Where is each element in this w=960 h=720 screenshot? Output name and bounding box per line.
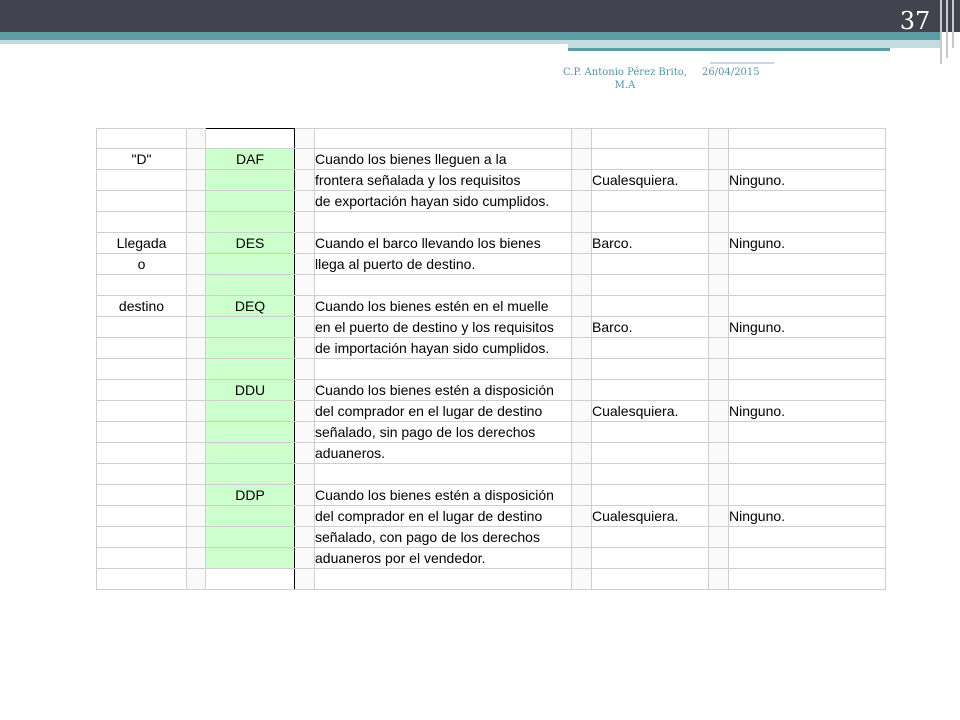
table-cell (572, 149, 592, 170)
table-cell: de exportación hayan sido cumplidos. (315, 191, 572, 212)
footer-author-line1: C.P. Antonio Pérez Brito, (563, 67, 687, 78)
table-row (97, 527, 886, 548)
table-cell: Cualesquiera. (592, 401, 709, 422)
table-cell: de importación hayan sido cumplidos. (315, 338, 572, 359)
table-cell (729, 129, 886, 149)
table-cell (572, 569, 592, 590)
table-cell (97, 443, 187, 464)
page-number: 37 (899, 7, 931, 35)
table-cell (97, 170, 187, 191)
table-cell (187, 359, 206, 380)
table-row (97, 464, 886, 485)
table-cell (572, 422, 592, 443)
table-row (97, 422, 886, 443)
table-row (97, 275, 886, 296)
table-cell (295, 380, 315, 401)
table-row (97, 485, 886, 506)
table-row (97, 359, 886, 380)
table-cell (572, 506, 592, 527)
table-cell (592, 149, 709, 170)
table-cell (295, 443, 315, 464)
table-cell (206, 275, 295, 296)
table-cell (97, 317, 187, 338)
table-cell (592, 254, 709, 275)
table-cell (592, 485, 709, 506)
table-row (97, 548, 886, 569)
table-cell (187, 254, 206, 275)
table-cell (97, 129, 187, 149)
table-cell (315, 464, 572, 485)
table-row (97, 401, 886, 422)
table-cell (187, 569, 206, 590)
table-cell (592, 191, 709, 212)
table-cell (592, 359, 709, 380)
table-cell: del comprador en el lugar de destino (315, 506, 572, 527)
table-cell: DDU (206, 380, 295, 401)
table-cell (97, 422, 187, 443)
decorative-vertical-line (940, 0, 942, 64)
table-cell (572, 191, 592, 212)
table-cell: Barco. (592, 317, 709, 338)
decorative-vertical-line (946, 0, 948, 58)
table-cell (295, 254, 315, 275)
table-cell (187, 506, 206, 527)
table-cell: en el puerto de destino y los requisitos (315, 317, 572, 338)
table-cell (97, 464, 187, 485)
header-accent-stripe-right (568, 48, 890, 51)
table-cell (206, 548, 295, 569)
table-cell: DDP (206, 485, 295, 506)
table-cell (709, 527, 729, 548)
table-cell (709, 506, 729, 527)
table-row (97, 254, 886, 275)
table-cell (315, 569, 572, 590)
table-cell: DEQ (206, 296, 295, 317)
table-cell: aduaneros. (315, 443, 572, 464)
table-cell (592, 338, 709, 359)
table-row (97, 191, 886, 212)
table-cell: DAF (206, 149, 295, 170)
table-cell (709, 296, 729, 317)
table-cell: Ninguno. (729, 506, 886, 527)
table-cell: o (97, 254, 187, 275)
table-cell: Cuando los bienes lleguen a la (315, 149, 572, 170)
table-cell (295, 275, 315, 296)
table-cell (729, 191, 886, 212)
table-cell (592, 548, 709, 569)
table-cell: aduaneros por el vendedor. (315, 548, 572, 569)
table-cell: Ninguno. (729, 233, 886, 254)
table-cell (97, 359, 187, 380)
table-cell (709, 401, 729, 422)
table-cell (187, 275, 206, 296)
table-cell (187, 296, 206, 317)
table-cell (709, 254, 729, 275)
table-cell (97, 338, 187, 359)
table-cell (187, 191, 206, 212)
table-cell (572, 485, 592, 506)
table-cell (206, 443, 295, 464)
table-cell (295, 569, 315, 590)
table-cell (592, 380, 709, 401)
table-cell (295, 401, 315, 422)
table-cell (187, 129, 206, 149)
table-cell (295, 338, 315, 359)
table-row (97, 506, 886, 527)
table-cell (592, 212, 709, 233)
table-cell (729, 527, 886, 548)
table-cell (206, 506, 295, 527)
table-cell (295, 422, 315, 443)
table-cell: Cuando el barco llevando los bienes (315, 233, 572, 254)
table-cell (295, 464, 315, 485)
table-cell (709, 380, 729, 401)
table-cell (572, 380, 592, 401)
table-cell (592, 569, 709, 590)
table-cell (295, 296, 315, 317)
table-cell: Cuando los bienes estén a disposición (315, 485, 572, 506)
table-cell (572, 296, 592, 317)
table-cell (709, 359, 729, 380)
table-cell (572, 527, 592, 548)
table-cell (206, 170, 295, 191)
table-row (97, 443, 886, 464)
table-cell (206, 527, 295, 548)
table-cell (97, 380, 187, 401)
table-cell (295, 317, 315, 338)
table-cell (572, 170, 592, 191)
table-cell (729, 212, 886, 233)
table-cell (295, 170, 315, 191)
table-row (97, 380, 886, 401)
table-row (97, 338, 886, 359)
table-cell (97, 485, 187, 506)
table-cell: destino (97, 296, 187, 317)
table-cell (206, 338, 295, 359)
table-cell (729, 548, 886, 569)
table-cell: Cualesquiera. (592, 506, 709, 527)
table-cell (206, 212, 295, 233)
table-cell (709, 569, 729, 590)
table-cell (592, 422, 709, 443)
table-cell (572, 401, 592, 422)
table-cell (187, 380, 206, 401)
table-cell (572, 275, 592, 296)
table-cell (295, 233, 315, 254)
table-cell (206, 422, 295, 443)
table-cell (187, 422, 206, 443)
table-cell (709, 338, 729, 359)
table-cell (729, 464, 886, 485)
table-cell (709, 317, 729, 338)
table-cell (709, 485, 729, 506)
table-row (97, 233, 886, 254)
incoterms-d-table (96, 128, 886, 590)
table-body (97, 129, 886, 590)
table-cell (729, 380, 886, 401)
table-cell (97, 527, 187, 548)
table-cell: del comprador en el lugar de destino (315, 401, 572, 422)
table-cell: llega al puerto de destino. (315, 254, 572, 275)
table-cell (729, 485, 886, 506)
table-cell (729, 296, 886, 317)
table-cell (187, 170, 206, 191)
table-cell (206, 401, 295, 422)
table-cell (572, 443, 592, 464)
table-cell (729, 443, 886, 464)
table-cell (187, 464, 206, 485)
table-cell (97, 401, 187, 422)
table-cell (315, 212, 572, 233)
table-cell (97, 275, 187, 296)
table-cell (709, 464, 729, 485)
table-cell (187, 317, 206, 338)
table-cell (709, 422, 729, 443)
table-cell (572, 233, 592, 254)
table-cell (206, 129, 295, 149)
table-cell (592, 443, 709, 464)
table-row (97, 296, 886, 317)
table-cell (295, 548, 315, 569)
table-cell (295, 191, 315, 212)
table-cell (729, 359, 886, 380)
table-cell (709, 170, 729, 191)
table-cell (97, 569, 187, 590)
table-cell (187, 212, 206, 233)
table-cell (572, 359, 592, 380)
table-cell (592, 129, 709, 149)
table-cell: Cuando los bienes estén en el muelle (315, 296, 572, 317)
footer-accent-line (710, 62, 774, 64)
table-cell (709, 191, 729, 212)
table-cell (206, 317, 295, 338)
table-cell (592, 464, 709, 485)
slide-header-bar (0, 0, 960, 32)
table-cell (295, 485, 315, 506)
table-cell (315, 359, 572, 380)
table-cell: Barco. (592, 233, 709, 254)
table-cell (729, 569, 886, 590)
table-row (97, 317, 886, 338)
table-cell (572, 464, 592, 485)
footer-author (560, 66, 690, 92)
table-row (97, 170, 886, 191)
table-cell: Llegada (97, 233, 187, 254)
table-cell (295, 149, 315, 170)
table-cell (572, 254, 592, 275)
table-cell (206, 191, 295, 212)
table-cell (295, 359, 315, 380)
table-cell: señalado, con pago de los derechos (315, 527, 572, 548)
table-cell (206, 569, 295, 590)
table-cell (572, 212, 592, 233)
table-cell (206, 359, 295, 380)
table-cell (206, 254, 295, 275)
table-cell: Cualesquiera. (592, 170, 709, 191)
table-cell (187, 443, 206, 464)
table-cell: Ninguno. (729, 317, 886, 338)
table-cell (709, 129, 729, 149)
table-cell (592, 296, 709, 317)
table-cell: DES (206, 233, 295, 254)
table-cell (97, 191, 187, 212)
table-cell (709, 233, 729, 254)
footer-date: 26/04/2015 (702, 67, 760, 78)
table-row (97, 569, 886, 590)
table-cell: Ninguno. (729, 170, 886, 191)
table-cell (295, 506, 315, 527)
table-cell (729, 149, 886, 170)
table-cell (97, 548, 187, 569)
table-row (97, 149, 886, 170)
table-cell (295, 212, 315, 233)
table-cell (729, 275, 886, 296)
table-cell (709, 275, 729, 296)
table-cell (97, 506, 187, 527)
table-cell (206, 464, 295, 485)
table-cell (315, 129, 572, 149)
table-cell: señalado, sin pago de los derechos (315, 422, 572, 443)
table-cell (187, 149, 206, 170)
table-cell (709, 548, 729, 569)
table-cell (592, 527, 709, 548)
table-cell (709, 149, 729, 170)
table-cell (187, 527, 206, 548)
table-row (97, 129, 886, 149)
table-row (97, 212, 886, 233)
table-cell (729, 338, 886, 359)
table-cell (572, 317, 592, 338)
table-cell (572, 338, 592, 359)
table-cell (729, 254, 886, 275)
table-cell (729, 422, 886, 443)
header-accent-stripe (0, 32, 940, 40)
table-cell (295, 129, 315, 149)
table-cell (295, 527, 315, 548)
table-cell (572, 129, 592, 149)
table-cell (592, 275, 709, 296)
table-cell (187, 233, 206, 254)
table-cell (572, 548, 592, 569)
table-cell (187, 401, 206, 422)
table-cell (315, 275, 572, 296)
footer-author-line2: M.A (614, 80, 636, 91)
decorative-vertical-line (952, 0, 954, 48)
table-cell: frontera señalada y los requisitos (315, 170, 572, 191)
table-cell (187, 485, 206, 506)
table-cell (187, 548, 206, 569)
table-cell (709, 443, 729, 464)
table-cell: Ninguno. (729, 401, 886, 422)
table-cell: "D" (97, 149, 187, 170)
table-cell (97, 212, 187, 233)
table-cell (709, 212, 729, 233)
table-cell: Cuando los bienes estén a disposición (315, 380, 572, 401)
table-cell (187, 338, 206, 359)
